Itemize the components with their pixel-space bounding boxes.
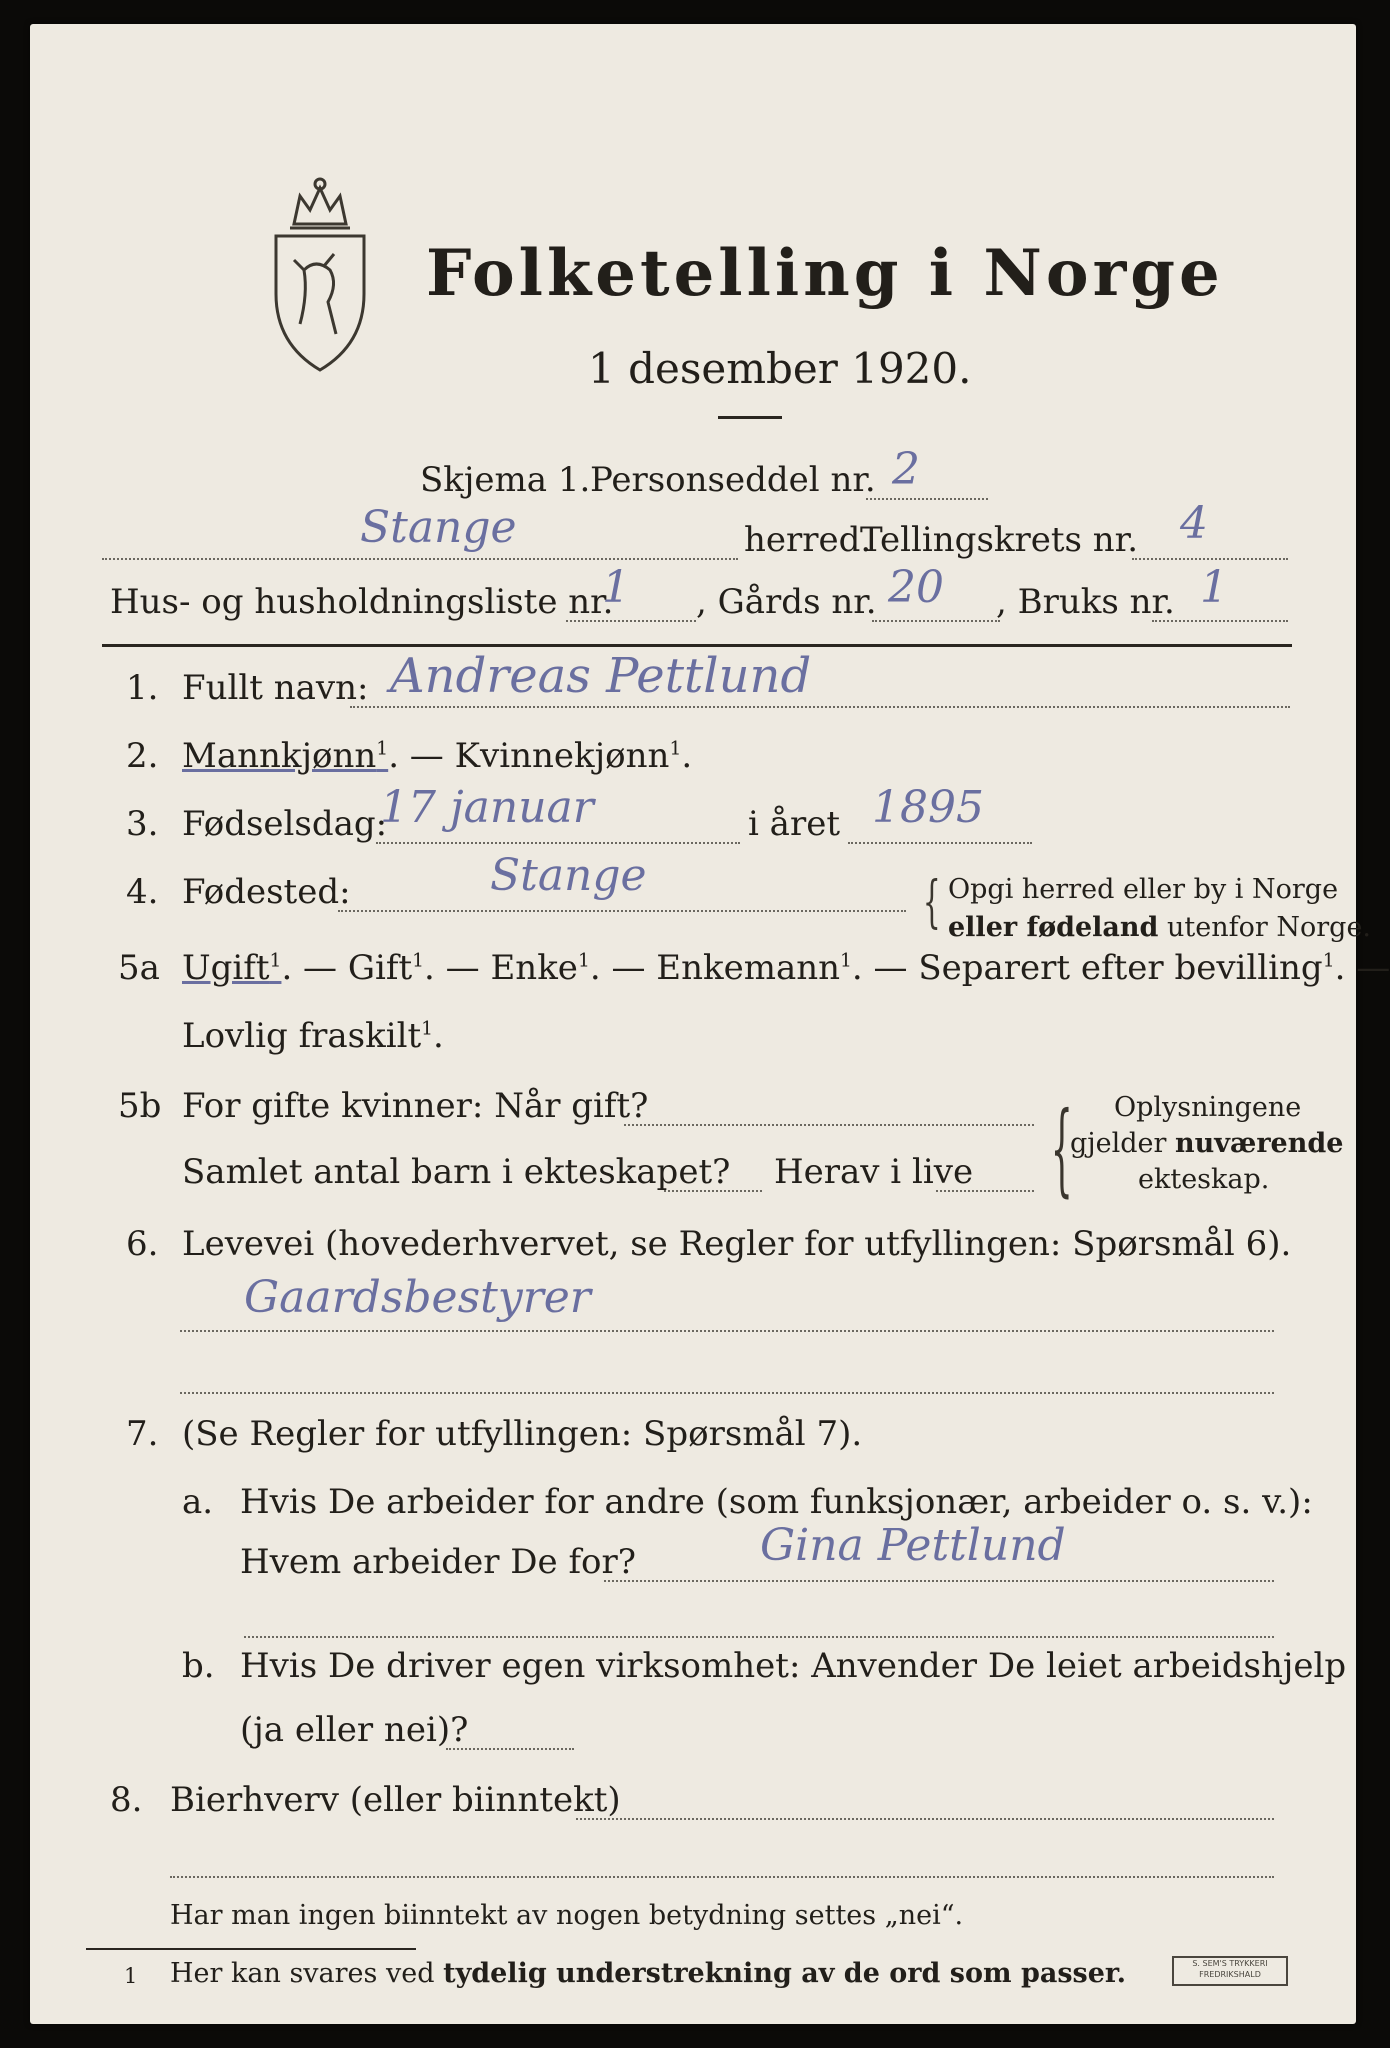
footnote-pre: Her kan svares ved xyxy=(170,1958,435,1989)
q5a-dash: . — xyxy=(589,948,657,988)
hus-line xyxy=(566,620,696,622)
bruks-label: , Bruks nr. xyxy=(996,582,1175,622)
personseddel-value[interactable]: 2 xyxy=(892,444,920,495)
q7b-line xyxy=(446,1748,574,1750)
hus-value[interactable]: 1 xyxy=(602,562,630,613)
q5a-number: 5a xyxy=(118,948,160,988)
q5a-options xyxy=(182,948,1390,988)
footnote-bold: tydelig understrekning av de ord som passer. xyxy=(443,1958,1127,1989)
q5a-lovlig-option[interactable] xyxy=(182,1016,433,1056)
footnote-mark: 1 xyxy=(840,950,852,972)
q2-options xyxy=(182,736,692,776)
q5b-alive-line xyxy=(936,1190,1034,1192)
q5a-enkemann-option[interactable] xyxy=(656,948,852,988)
footnote-divider xyxy=(86,1948,416,1950)
footnote-mark: 1 xyxy=(669,738,682,760)
footnote-mark: 1 xyxy=(412,950,425,972)
q2-number: 2. xyxy=(126,736,159,776)
q5b-number: 5b xyxy=(118,1086,162,1126)
footnote-mark: 1 xyxy=(577,950,590,972)
q7b-text: Hvis De driver egen virksomhet: Anvender De leiet arbeidshjelp xyxy=(240,1646,1347,1686)
q5a-enke-option[interactable] xyxy=(490,948,589,988)
footnote-mark: 1 xyxy=(421,1018,434,1040)
q2-end: . xyxy=(681,736,693,776)
q6-line1 xyxy=(180,1330,1274,1332)
q2-female-label: Kvinnekjønn xyxy=(454,736,670,776)
coat-of-arms-icon xyxy=(264,174,376,374)
q7-number: 7. xyxy=(126,1414,159,1454)
bruks-line xyxy=(1152,620,1288,622)
q8-note: Har man ingen biinntekt av nogen betydning settes „nei“. xyxy=(170,1900,964,1931)
q4-line xyxy=(338,910,906,912)
gards-value[interactable]: 20 xyxy=(888,562,944,613)
q1-label: Fullt navn: xyxy=(182,668,369,708)
q8-line1 xyxy=(576,1818,1274,1820)
q5a-gift-label: Gift xyxy=(347,948,413,988)
personseddel-label: Personseddel nr. xyxy=(590,460,876,500)
q6-occupation-value[interactable]: Gaardsbestyrer xyxy=(244,1272,591,1323)
q5a-dash: . — xyxy=(424,948,491,988)
footnote-text xyxy=(170,1958,1126,1989)
gards-line xyxy=(872,620,1000,622)
bruks-value[interactable]: 1 xyxy=(1200,562,1228,613)
q3-birthdate-value[interactable]: 17 januar xyxy=(380,782,594,833)
q7a-line1 xyxy=(604,1580,1274,1582)
q4-birthplace-value[interactable]: Stange xyxy=(490,850,647,901)
footnote-mark: 1 xyxy=(1322,950,1335,972)
q5b-brace: { xyxy=(1050,1090,1073,1207)
footnote-mark-number: 1 xyxy=(124,1964,138,1988)
q7a-question: Hvem arbeider De for? xyxy=(240,1542,636,1582)
q5a-separert-label: Separert efter bevilling xyxy=(918,948,1323,988)
q3-number: 3. xyxy=(126,804,159,844)
q2-male-label: Mannkjønn xyxy=(182,736,377,776)
q8-line2 xyxy=(170,1876,1274,1878)
footnote-mark: 1 xyxy=(376,738,389,760)
herred-value[interactable]: Stange xyxy=(360,502,517,553)
q5b-note-gjelder: gjelder xyxy=(1070,1128,1167,1159)
q6-label: Levevei (hovederhvervet, se Regler for utfyllingen: Spørsmål 6). xyxy=(182,1224,1292,1264)
q7a-employer-value[interactable]: Gina Pettlund xyxy=(760,1520,1066,1571)
q3-year-line xyxy=(848,842,1032,844)
hus-label: Hus- og husholdningsliste nr. xyxy=(110,582,614,622)
q2-separator: . — xyxy=(388,736,455,776)
q6-number: 6. xyxy=(126,1224,159,1264)
q2-female-option[interactable] xyxy=(455,736,682,776)
herred-line xyxy=(102,558,738,560)
q5a-ugift-option[interactable] xyxy=(182,948,281,988)
q4-note-line1: Opgi herred eller by i Norge xyxy=(948,874,1339,905)
gards-label: , Gårds nr. xyxy=(696,582,877,622)
tellingskrets-line xyxy=(1132,558,1288,560)
q5a-end: . xyxy=(433,1016,444,1056)
q3-year-value[interactable]: 1895 xyxy=(872,782,984,833)
q4-note-line2 xyxy=(948,912,1371,943)
q5b-note-bold: nuværende xyxy=(1175,1128,1344,1159)
q7a-line2 xyxy=(244,1636,1274,1638)
tellingskrets-value[interactable]: 4 xyxy=(1180,498,1208,549)
q4-note-rest: utenfor Norge. xyxy=(1167,912,1372,943)
q7b-letter: b. xyxy=(182,1646,215,1686)
q5a-enke-label: Enke xyxy=(490,948,578,988)
q4-note-bold: eller fødeland xyxy=(948,912,1159,943)
q5a-options-line2 xyxy=(182,1016,444,1056)
q5b-when-line xyxy=(624,1124,1034,1126)
q3-year-label: i året xyxy=(748,804,840,844)
q1-value[interactable]: Andreas Pettlund xyxy=(390,648,812,704)
q5a-separert-option[interactable] xyxy=(918,948,1334,988)
q5b-label2: Samlet antal barn i ekteskapet? xyxy=(182,1152,731,1192)
q6-line2 xyxy=(180,1392,1274,1394)
q5b-label1: For gifte kvinner: Når gift? xyxy=(182,1086,649,1126)
q4-brace: { xyxy=(922,870,941,935)
q5a-trailing-dash: . — xyxy=(1334,948,1390,988)
footnote-mark: 1 xyxy=(269,950,282,972)
q8-label: Bierhverv (eller biinntekt) xyxy=(170,1780,621,1820)
printer-stamp xyxy=(1172,1956,1288,1986)
q5a-gift-option[interactable] xyxy=(348,948,424,988)
q7a-letter: a. xyxy=(182,1482,214,1522)
q4-label: Fødested: xyxy=(182,872,351,912)
q4-number: 4. xyxy=(126,872,159,912)
title-divider xyxy=(718,416,782,419)
personseddel-line xyxy=(866,498,988,500)
q5b-note-line3: ekteskap. xyxy=(1138,1164,1270,1195)
skjema-label: Skjema 1. xyxy=(420,460,591,500)
q5a-enkemann-label: Enkemann xyxy=(656,948,841,988)
header-divider xyxy=(102,644,1292,647)
q7a-text: Hvis De arbeider for andre (som funksjonær, arbeider o. s. v.): xyxy=(240,1482,1313,1522)
q3-date-line xyxy=(376,842,740,844)
q2-male-option[interactable] xyxy=(182,736,388,776)
q8-number: 8. xyxy=(110,1780,143,1820)
q5a-ugift-label: Ugift xyxy=(182,948,270,988)
q1-number: 1. xyxy=(126,668,159,708)
q3-label: Fødselsdag: xyxy=(182,804,388,844)
q5a-dash: . — xyxy=(851,948,919,988)
tellingskrets-label: Tellingskrets nr. xyxy=(860,520,1139,560)
q5b-children-line xyxy=(664,1190,762,1192)
printer-stamp-text: S. SEM'S TRYKKERI FREDRIKSHALD xyxy=(1192,1959,1268,1979)
q5b-note-line1: Oplysningene xyxy=(1114,1092,1302,1123)
herred-label: herred. xyxy=(744,520,872,560)
q5b-label3: Herav i live xyxy=(774,1152,974,1192)
q1-line xyxy=(350,706,1290,708)
census-form xyxy=(30,24,1390,2024)
census-date: 1 desember 1920. xyxy=(588,344,972,393)
form-title: Folketelling i Norge xyxy=(426,236,1224,311)
q5a-dash: . — xyxy=(281,948,348,988)
q5b-note-line2 xyxy=(1070,1128,1343,1159)
q5a-lovlig-label: Lovlig fraskilt xyxy=(182,1016,422,1056)
q7b-question: (ja eller nei)? xyxy=(240,1710,469,1750)
q7-label: (Se Regler for utfyllingen: Spørsmål 7). xyxy=(182,1414,863,1454)
